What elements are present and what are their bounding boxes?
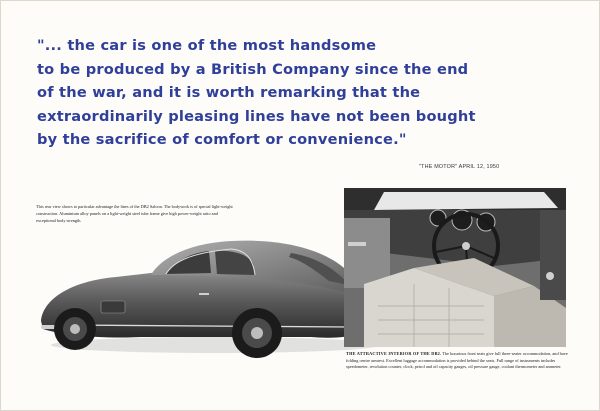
quote-source: "THE MOTOR" APRIL 12, 1950 [419, 164, 500, 170]
quote-line: to be produced by a British Company since the end [37, 60, 469, 78]
quote-line: extraordinarily pleasing lines have not been bought [37, 107, 476, 125]
quote-line: of the war, and it is worth remarking that the [37, 84, 421, 102]
interior-caption-body: The luxurious front seats give full three-seater accommodation, and have folding centre armrest. Excellent luggage accommodation is provided behind the seats. Full range of instruments includes speedometer, revolution counter, clock, petrol and oil capacity gauges, oil pressure gauge, coolant thermometer and ammeter. [346, 351, 568, 370]
press-quote [37, 34, 557, 152]
interior-caption [346, 351, 568, 371]
quote-line: by the sacrifice of comfort or convenience." [37, 131, 407, 149]
interior-photo [344, 188, 566, 347]
rear-view-caption: This rear view shows to particular advantage the lines of the DB2 Saloon. The bodywork is of special light-weight construction. Aluminium alloy panels on a light-weight steel tube frame give high power-weight ratio and exceptional body strength. [36, 204, 233, 223]
car-rear-view-photo [31, 229, 383, 359]
interior-caption-title: THE ATTRACTIVE INTERIOR OF THE DB2. [346, 351, 442, 356]
quote-line: "... the car is one of the most handsome [37, 37, 377, 54]
